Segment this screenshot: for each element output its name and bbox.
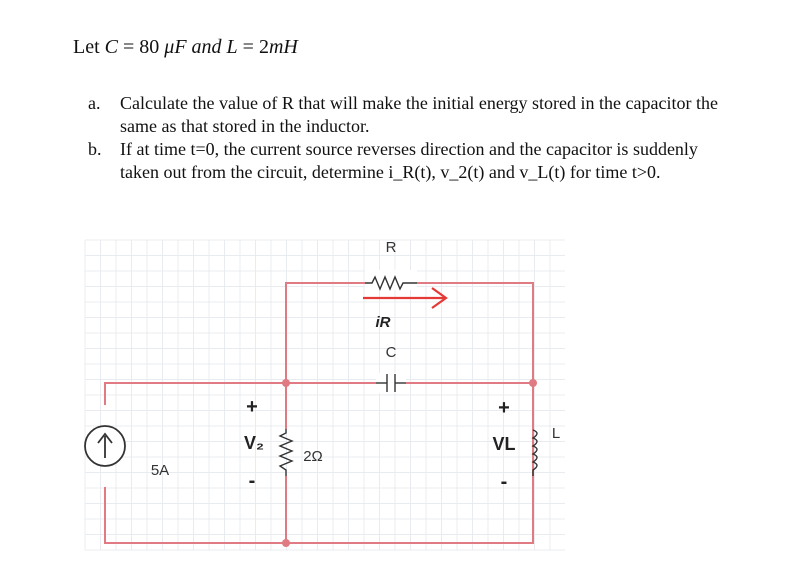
capacitor-c-label: C bbox=[385, 344, 397, 361]
source-label: 5A bbox=[150, 462, 170, 479]
given-values bbox=[73, 36, 298, 59]
and-word: and bbox=[186, 36, 227, 58]
question-text: Calculate the value of R that will make the initial energy stored in the capacitor the same as that stored in the inductor. bbox=[120, 93, 718, 136]
vl-label: VL bbox=[492, 434, 516, 454]
question-b bbox=[88, 138, 728, 184]
capacitor-symbol: C bbox=[104, 36, 118, 58]
v2-label: V₂ bbox=[243, 433, 265, 453]
question-list bbox=[88, 92, 728, 184]
circuit-diagram bbox=[80, 230, 570, 555]
capacitance-unit: μF bbox=[164, 36, 187, 58]
inductor-symbol: L bbox=[226, 36, 238, 58]
question-text: If at time t=0, the current source reverses direction and the capacitor is suddenly taken out from the circuit, determine i_R(t), v_2(t) and v_L(t) for time t>0. bbox=[120, 139, 698, 182]
current-arrow bbox=[363, 288, 446, 308]
capacitance-value: = 80 bbox=[118, 36, 165, 58]
question-letter: b. bbox=[88, 139, 102, 159]
v2-minus-sign: - bbox=[248, 470, 256, 492]
current-source-icon bbox=[85, 426, 125, 466]
inductor-l-label: L bbox=[551, 425, 561, 442]
inductance-unit: mH bbox=[268, 36, 298, 58]
vl-minus-sign: - bbox=[500, 471, 508, 493]
resistor-r-label: R bbox=[385, 239, 397, 256]
question-letter: a. bbox=[88, 93, 101, 113]
inductance-value: = 2 bbox=[237, 36, 269, 58]
v2-plus-sign: + bbox=[246, 396, 258, 418]
background-grid bbox=[85, 240, 565, 550]
given-prefix: Let bbox=[73, 36, 105, 58]
current-ir-label: iR bbox=[375, 314, 391, 331]
inductor-l bbox=[533, 430, 537, 476]
resistor-2ohm-label: 2Ω bbox=[303, 448, 323, 465]
question-a bbox=[88, 92, 728, 138]
vl-plus-sign: + bbox=[498, 397, 510, 419]
